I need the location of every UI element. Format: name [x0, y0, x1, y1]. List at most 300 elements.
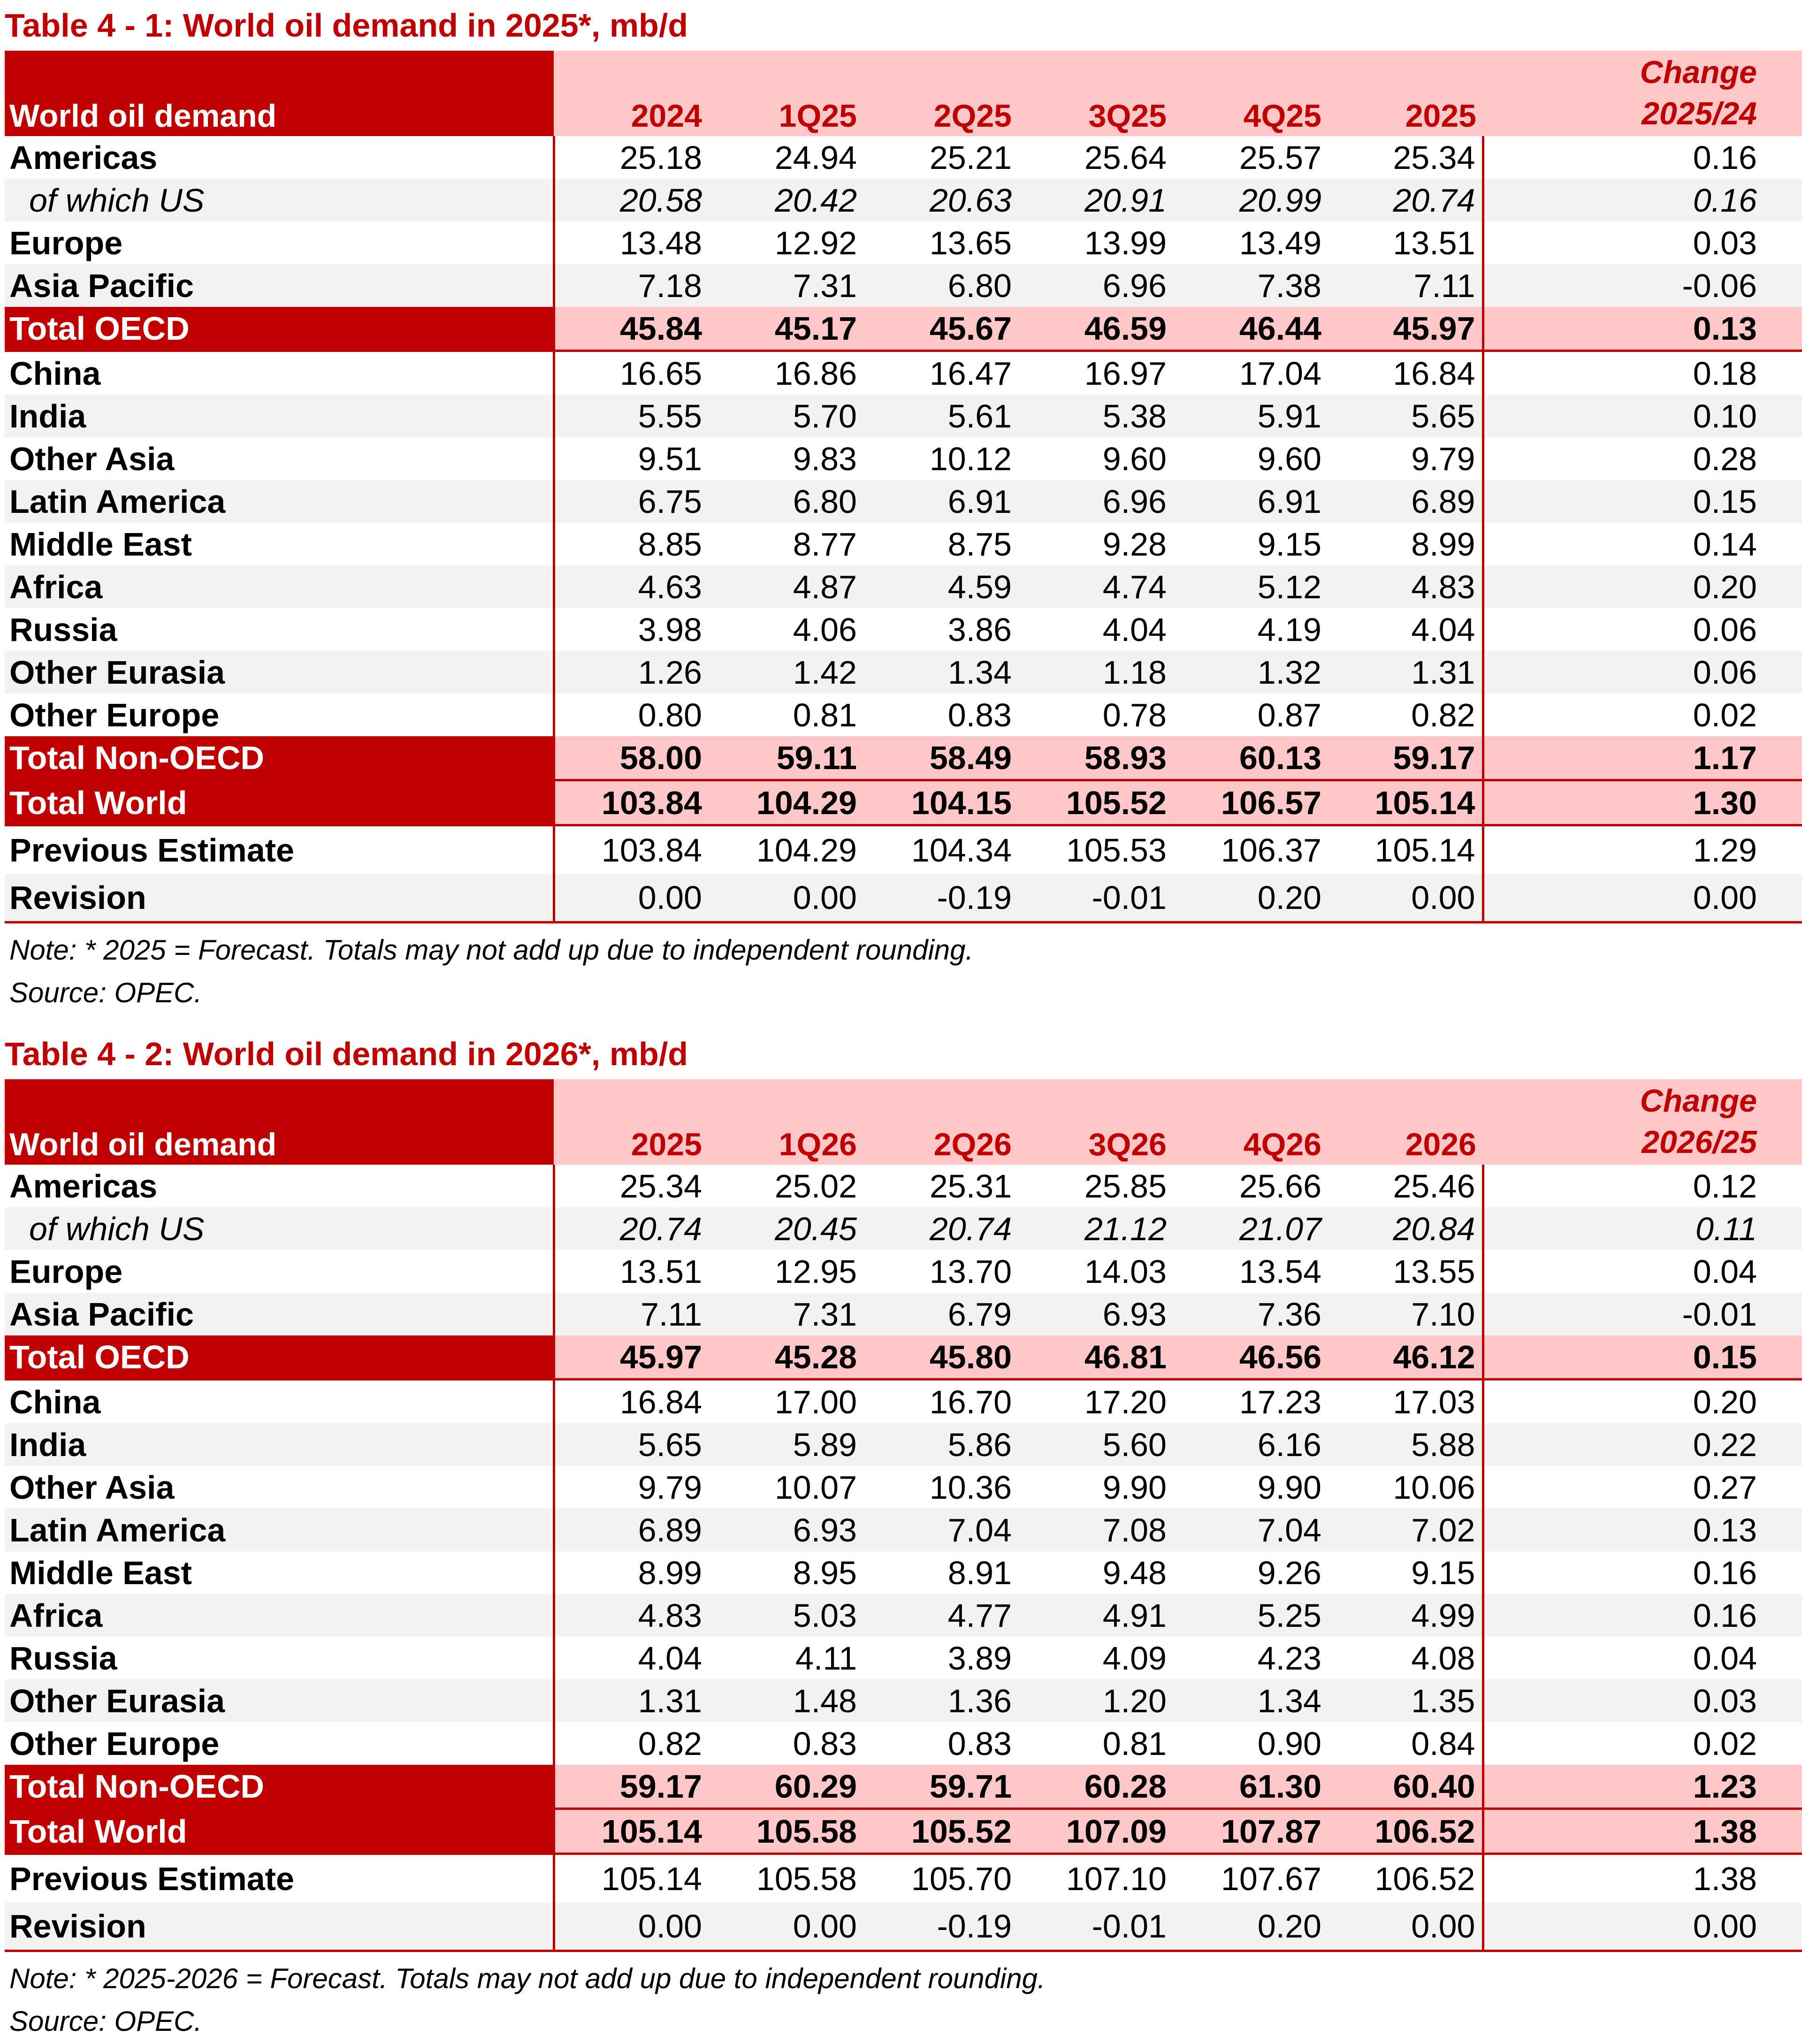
total-row — [5, 1809, 1802, 1854]
cell: -0.01 — [1018, 1903, 1173, 1951]
cell: 25.46 — [1393, 1167, 1475, 1205]
cell: 107.10 — [1066, 1861, 1167, 1897]
cell: 8.91 — [947, 1554, 1012, 1591]
row-label: Americas — [9, 1167, 158, 1205]
change-cell: 1.17 — [1483, 736, 1802, 780]
change-cell: 0.27 — [1483, 1466, 1802, 1509]
cell: 6.96 — [1018, 264, 1173, 307]
cell: 13.48 — [554, 221, 709, 264]
change-cell: 1.30 — [1483, 780, 1802, 825]
cell: 0.00 — [709, 874, 863, 923]
change-header — [1483, 51, 1802, 136]
cell: 107.67 — [1221, 1861, 1321, 1897]
cell: 7.04 — [863, 1509, 1018, 1551]
cell: 104.34 — [911, 832, 1012, 869]
row-label: Europe — [9, 1253, 123, 1290]
header-label: World oil demand — [5, 51, 554, 136]
change-cell: 0.22 — [1483, 1423, 1802, 1466]
cell: 0.82 — [554, 1722, 709, 1765]
cell: 25.57 — [1239, 139, 1321, 176]
cell: 6.89 — [1328, 480, 1483, 523]
cell: 21.07 — [1173, 1207, 1328, 1250]
cell: 4.04 — [554, 1637, 709, 1679]
cell: 6.75 — [554, 480, 709, 523]
cell: 1.34 — [863, 651, 1018, 694]
cell: 104.29 — [709, 780, 863, 825]
cell: 0.78 — [1102, 696, 1167, 733]
change-cell: 0.13 — [1483, 1509, 1802, 1551]
table-row — [5, 694, 1802, 736]
change-cell: 0.20 — [1483, 1380, 1802, 1424]
cell: 9.28 — [1102, 526, 1167, 563]
change-cell: 0.00 — [1483, 1903, 1802, 1951]
cell: 16.86 — [774, 355, 857, 392]
cell: 61.30 — [1173, 1765, 1328, 1809]
cell: 4.04 — [1102, 611, 1167, 648]
table-row — [5, 1466, 1802, 1509]
column-header: 4Q26 — [1173, 1079, 1328, 1165]
cell: 46.59 — [1018, 307, 1173, 351]
cell: 17.04 — [1239, 355, 1321, 392]
row-label: Revision — [5, 1903, 554, 1951]
cell: 7.08 — [1018, 1509, 1173, 1551]
total-row — [5, 1335, 1802, 1380]
cell: 25.85 — [1084, 1167, 1167, 1205]
change-cell: 0.02 — [1483, 1722, 1802, 1765]
cell: 17.00 — [774, 1383, 857, 1420]
cell: 5.88 — [1328, 1423, 1483, 1466]
cell: 46.12 — [1328, 1335, 1483, 1380]
change-header-line2: 2025/24 — [1642, 96, 1757, 131]
cell: 4.08 — [1411, 1640, 1475, 1677]
cell: 16.70 — [929, 1383, 1012, 1420]
cell: 0.83 — [947, 696, 1012, 733]
total-row — [5, 1765, 1802, 1809]
row-label: Total OECD — [5, 1335, 554, 1380]
cell: 9.79 — [554, 1466, 709, 1509]
cell: 5.89 — [709, 1423, 863, 1466]
cell: 59.17 — [1328, 736, 1483, 780]
cell: 4.83 — [554, 1594, 709, 1637]
cell: 9.60 — [1257, 440, 1321, 477]
cell: 0.00 — [709, 1903, 863, 1951]
header-label: World oil demand — [5, 1079, 554, 1165]
cell: 20.63 — [863, 179, 1018, 221]
cell: 60.13 — [1173, 736, 1328, 780]
cell: 7.38 — [1173, 264, 1328, 307]
cell: 13.65 — [929, 224, 1012, 261]
cell: 4.91 — [1018, 1594, 1173, 1637]
change-cell: 0.15 — [1483, 1335, 1802, 1380]
change-cell: 0.00 — [1483, 874, 1802, 923]
table-block-2025 — [0, 0, 1802, 1015]
cell: 7.11 — [554, 1293, 709, 1335]
cell: 6.93 — [1018, 1293, 1173, 1335]
table-note: Note: * 2025-2026 = Forecast. Totals may not add up due to independent rounding. — [9, 1963, 1046, 1994]
column-header: 2Q25 — [863, 51, 1018, 136]
cell: 4.11 — [795, 1640, 857, 1677]
cell: 10.07 — [774, 1469, 857, 1506]
column-header: 2025 — [554, 1079, 709, 1165]
cell: 16.47 — [929, 355, 1012, 392]
row-label: Other Eurasia — [5, 1679, 554, 1722]
cell: 24.94 — [774, 139, 857, 176]
table-source: Source: OPEC. — [9, 2006, 202, 2037]
cell: 4.06 — [793, 611, 857, 648]
cell: 4.83 — [1328, 565, 1483, 608]
cell: 13.70 — [929, 1253, 1012, 1290]
cell: 0.20 — [1173, 874, 1328, 923]
cell: 0.90 — [1257, 1725, 1321, 1762]
row-label: Other Asia — [9, 1469, 175, 1506]
cell: 20.91 — [1018, 179, 1173, 221]
change-header-line2: 2026/25 — [1642, 1124, 1757, 1160]
total-row — [5, 307, 1802, 351]
cell: 13.51 — [1393, 224, 1475, 261]
cell: 13.49 — [1239, 224, 1321, 261]
total-row — [5, 780, 1802, 825]
cell: 9.51 — [554, 437, 709, 480]
cell: 4.74 — [1018, 565, 1173, 608]
cell: 6.91 — [1173, 480, 1328, 523]
table-row — [5, 1854, 1802, 1903]
table-row — [5, 136, 1802, 179]
cell: 0.82 — [1411, 696, 1475, 733]
table-row — [5, 179, 1802, 221]
column-header: 3Q25 — [1018, 51, 1173, 136]
cell: 20.74 — [863, 1207, 1018, 1250]
cell: 4.87 — [709, 565, 863, 608]
cell: 104.29 — [756, 832, 857, 869]
cell: 59.71 — [863, 1765, 1018, 1809]
cell: 7.36 — [1173, 1293, 1328, 1335]
cell: 1.31 — [554, 1679, 709, 1722]
cell: 45.97 — [1328, 307, 1483, 351]
cell: 105.14 — [1374, 832, 1475, 869]
change-cell: 0.12 — [1483, 1165, 1802, 1207]
cell: 7.04 — [1173, 1509, 1328, 1551]
header-row — [5, 1079, 1802, 1165]
table-row — [5, 1509, 1802, 1551]
cell: 3.89 — [947, 1640, 1012, 1677]
cell: 9.60 — [1102, 440, 1167, 477]
cell: 58.00 — [554, 736, 709, 780]
change-cell: 0.06 — [1483, 651, 1802, 694]
table-row — [5, 1679, 1802, 1722]
cell: 16.84 — [554, 1380, 709, 1424]
cell: 25.02 — [774, 1167, 857, 1205]
row-label: Other Asia — [9, 440, 175, 477]
cell: 9.15 — [1257, 526, 1321, 563]
row-label: Russia — [9, 611, 117, 648]
cell: 6.96 — [1018, 480, 1173, 523]
cell: 0.84 — [1411, 1725, 1475, 1762]
row-label: of which US — [5, 179, 554, 221]
cell: 13.51 — [554, 1250, 709, 1293]
change-cell: 0.16 — [1483, 1594, 1802, 1637]
cell: 4.59 — [863, 565, 1018, 608]
table-row — [5, 395, 1802, 437]
cell: 0.81 — [1102, 1725, 1167, 1762]
cell: 106.52 — [1328, 1809, 1483, 1854]
cell: 5.70 — [709, 395, 863, 437]
cell: 45.80 — [863, 1335, 1018, 1380]
change-cell: 1.38 — [1483, 1854, 1802, 1903]
cell: 105.53 — [1066, 832, 1167, 869]
change-cell: 1.23 — [1483, 1765, 1802, 1809]
cell: 1.36 — [863, 1679, 1018, 1722]
cell: 0.87 — [1257, 696, 1321, 733]
cell: 7.31 — [709, 264, 863, 307]
table-row — [5, 565, 1802, 608]
table-row — [5, 1207, 1802, 1250]
cell: 3.98 — [554, 608, 709, 651]
change-cell: -0.01 — [1483, 1293, 1802, 1335]
table-row — [5, 608, 1802, 651]
cell: 107.87 — [1173, 1809, 1328, 1854]
cell: 17.03 — [1393, 1383, 1475, 1420]
table-row — [5, 523, 1802, 565]
cell: 8.85 — [554, 523, 709, 565]
change-cell: 0.10 — [1483, 395, 1802, 437]
table-note: Note: * 2025 = Forecast. Totals may not add up due to independent rounding. — [9, 934, 974, 966]
cell: 45.17 — [709, 307, 863, 351]
cell: 105.14 — [554, 1854, 709, 1903]
cell: 45.28 — [709, 1335, 863, 1380]
cell: 20.45 — [709, 1207, 863, 1250]
row-label: Europe — [9, 224, 123, 261]
demand-table-2026 — [5, 1079, 1802, 1952]
cell: 58.49 — [863, 736, 1018, 780]
row-label: Revision — [5, 874, 554, 923]
cell: 1.18 — [1018, 651, 1173, 694]
change-cell: 0.04 — [1483, 1250, 1802, 1293]
change-cell: 0.04 — [1483, 1637, 1802, 1679]
cell: 5.03 — [709, 1594, 863, 1637]
cell: 46.44 — [1173, 307, 1328, 351]
cell: 3.86 — [947, 611, 1012, 648]
table-row — [5, 874, 1802, 923]
cell: 4.23 — [1257, 1640, 1321, 1677]
cell: 5.25 — [1173, 1594, 1328, 1637]
cell: 60.28 — [1018, 1765, 1173, 1809]
row-label: Middle East — [9, 526, 192, 563]
change-cell: 0.11 — [1483, 1207, 1802, 1250]
change-cell: 0.03 — [1483, 221, 1802, 264]
row-label: Total Non-OECD — [5, 1765, 554, 1809]
cell: 105.58 — [709, 1809, 863, 1854]
cell: 12.92 — [774, 224, 857, 261]
cell: 8.99 — [554, 1551, 709, 1594]
table-row — [5, 1380, 1802, 1424]
cell: 7.31 — [709, 1293, 863, 1335]
cell: -0.19 — [863, 874, 1018, 923]
column-header: 2Q26 — [863, 1079, 1018, 1165]
cell: 25.18 — [554, 136, 709, 179]
change-cell: 0.20 — [1483, 565, 1802, 608]
cell: 5.91 — [1173, 395, 1328, 437]
cell: 4.77 — [863, 1594, 1018, 1637]
cell: 1.42 — [709, 651, 863, 694]
row-label: Asia Pacific — [5, 264, 554, 307]
cell: 5.61 — [863, 395, 1018, 437]
cell: 20.74 — [554, 1207, 709, 1250]
change-cell: 0.16 — [1483, 1551, 1802, 1594]
cell: 8.77 — [793, 526, 857, 563]
row-label: Other Europe — [9, 1725, 220, 1762]
row-label: Africa — [5, 565, 554, 608]
cell: 16.97 — [1084, 355, 1167, 392]
change-cell: 0.28 — [1483, 437, 1802, 480]
cell: 45.97 — [554, 1335, 709, 1380]
cell: 20.84 — [1328, 1207, 1483, 1250]
cell: 6.16 — [1173, 1423, 1328, 1466]
cell: 8.99 — [1411, 526, 1475, 563]
cell: 8.75 — [947, 526, 1012, 563]
cell: 17.20 — [1084, 1383, 1167, 1420]
cell: 105.58 — [756, 1861, 857, 1897]
cell: 106.37 — [1221, 832, 1321, 869]
row-label: Other Europe — [9, 696, 220, 733]
cell: 0.83 — [947, 1725, 1012, 1762]
cell: 0.00 — [554, 1903, 709, 1951]
table-row — [5, 1165, 1802, 1207]
cell: 9.90 — [1257, 1469, 1321, 1506]
demand-table-2025 — [5, 51, 1802, 923]
change-cell: 0.06 — [1483, 608, 1802, 651]
table-row — [5, 1594, 1802, 1637]
row-label: Previous Estimate — [9, 832, 294, 869]
table-row — [5, 1903, 1802, 1951]
change-cell: 0.03 — [1483, 1679, 1802, 1722]
row-label: Total World — [5, 1809, 554, 1854]
cell: 1.20 — [1018, 1679, 1173, 1722]
cell: 25.66 — [1239, 1167, 1321, 1205]
cell: 58.93 — [1018, 736, 1173, 780]
cell: 7.02 — [1328, 1509, 1483, 1551]
cell: 105.52 — [863, 1809, 1018, 1854]
cell: 0.00 — [1328, 874, 1483, 923]
header-row — [5, 51, 1802, 136]
cell: 4.09 — [1102, 1640, 1167, 1677]
table-row — [5, 1423, 1802, 1466]
row-label: Total Non-OECD — [5, 736, 554, 780]
cell: 5.65 — [554, 1423, 709, 1466]
table-row — [5, 264, 1802, 307]
column-header: 1Q25 — [709, 51, 863, 136]
cell: 0.80 — [554, 694, 709, 736]
table-title: Table 4 - 1: World oil demand in 2025*, mb/d — [5, 7, 688, 44]
cell: 4.19 — [1257, 611, 1321, 648]
cell: 45.67 — [863, 307, 1018, 351]
table-row — [5, 1551, 1802, 1594]
cell: 16.84 — [1393, 355, 1475, 392]
cell: 9.26 — [1257, 1554, 1321, 1591]
change-header-line1: Change — [1640, 54, 1757, 90]
cell: 105.14 — [554, 1809, 709, 1854]
cell: 105.52 — [1018, 780, 1173, 825]
table-row — [5, 1722, 1802, 1765]
row-label: of which US — [5, 1207, 554, 1250]
cell: 20.99 — [1173, 179, 1328, 221]
cell: 4.99 — [1328, 1594, 1483, 1637]
cell: 59.11 — [709, 736, 863, 780]
column-header: 2024 — [554, 51, 709, 136]
cell: 9.48 — [1102, 1554, 1167, 1591]
cell: 60.29 — [709, 1765, 863, 1809]
cell: 12.95 — [774, 1253, 857, 1290]
table-title: Table 4 - 2: World oil demand in 2026*, mb/d — [5, 1036, 688, 1072]
row-label: Russia — [9, 1640, 117, 1677]
cell: 5.55 — [554, 395, 709, 437]
table-source: Source: OPEC. — [9, 977, 202, 1008]
cell: 14.03 — [1084, 1253, 1167, 1290]
change-cell: 1.29 — [1483, 825, 1802, 875]
cell: 45.84 — [554, 307, 709, 351]
column-header: 2026 — [1328, 1079, 1483, 1165]
column-header: 3Q26 — [1018, 1079, 1173, 1165]
column-header: 4Q25 — [1173, 51, 1328, 136]
table-row — [5, 1293, 1802, 1335]
cell: 1.35 — [1328, 1679, 1483, 1722]
row-label: Africa — [5, 1594, 554, 1637]
cell: 9.15 — [1411, 1554, 1475, 1591]
cell: 13.54 — [1239, 1253, 1321, 1290]
cell: 25.21 — [929, 139, 1012, 176]
cell: 9.79 — [1411, 440, 1475, 477]
cell: 7.18 — [554, 264, 709, 307]
cell: 6.79 — [863, 1293, 1018, 1335]
cell: 7.10 — [1328, 1293, 1483, 1335]
cell: 0.83 — [793, 1725, 857, 1762]
row-label: Middle East — [9, 1554, 192, 1591]
row-label: Total OECD — [5, 307, 554, 351]
table-row — [5, 651, 1802, 694]
cell: 1.26 — [554, 651, 709, 694]
cell: 1.48 — [709, 1679, 863, 1722]
cell: 5.86 — [863, 1423, 1018, 1466]
cell: 25.34 — [554, 1165, 709, 1207]
change-cell: 1.38 — [1483, 1809, 1802, 1854]
total-row — [5, 736, 1802, 780]
cell: 0.00 — [554, 874, 709, 923]
cell: 46.56 — [1173, 1335, 1328, 1380]
change-cell: 0.13 — [1483, 307, 1802, 351]
change-cell: -0.06 — [1483, 264, 1802, 307]
cell: 25.34 — [1393, 139, 1475, 176]
cell: 1.31 — [1328, 651, 1483, 694]
cell: 4.04 — [1411, 611, 1475, 648]
row-label: China — [9, 355, 101, 392]
cell: 1.34 — [1173, 1679, 1328, 1722]
table-row — [5, 480, 1802, 523]
cell: 107.09 — [1018, 1809, 1173, 1854]
row-label: Latin America — [5, 480, 554, 523]
cell: 5.38 — [1018, 395, 1173, 437]
cell: 7.11 — [1328, 264, 1483, 307]
table-row — [5, 221, 1802, 264]
cell: 59.17 — [554, 1765, 709, 1809]
cell: 5.12 — [1173, 565, 1328, 608]
table-row — [5, 437, 1802, 480]
row-label: India — [5, 395, 554, 437]
row-label: Total World — [5, 780, 554, 825]
cell: 105.70 — [911, 1861, 1012, 1897]
row-label: China — [9, 1383, 101, 1420]
row-label: Other Eurasia — [5, 651, 554, 694]
cell: 105.14 — [1328, 780, 1483, 825]
cell: -0.19 — [863, 1903, 1018, 1951]
